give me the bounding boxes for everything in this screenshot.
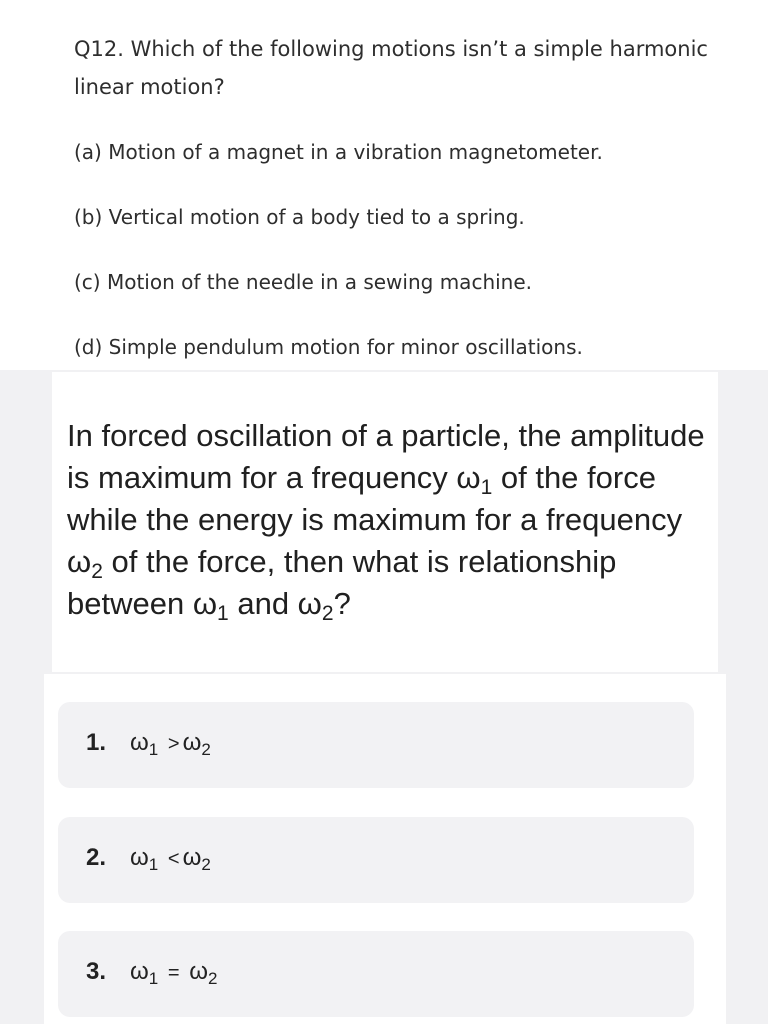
question-text: In forced oscillation of a particle, the amplitude is maximum for a frequency $\omega_1$ of the force while the energy is maximum for a frequency $\omega_2$ of the force, then what is relationship between $\omega_1$ and $\omega_2$?	[67, 418, 705, 625]
question-title: Q12. Which of the following motions isn’t a simple harmonic linear motion?	[74, 37, 708, 99]
answer-option-2[interactable]	[58, 817, 694, 903]
question-card-q12	[0, 0, 768, 370]
option-d[interactable]: (d) Simple pendulum motion for minor oscillations.	[74, 335, 583, 359]
option-number: 2.	[86, 844, 107, 871]
option-expression: $\omega_1 > \omega_2$	[130, 729, 211, 759]
option-number: 1.	[86, 729, 107, 756]
option-a[interactable]: (a) Motion of a magnet in a vibration magnetometer.	[74, 140, 603, 164]
option-expression: $\omega_1 < \omega_2$	[130, 844, 211, 874]
option-c[interactable]: (c) Motion of the needle in a sewing machine.	[74, 270, 533, 294]
answer-option-1[interactable]	[58, 702, 694, 788]
option-number: 3.	[86, 958, 107, 985]
answer-option-3[interactable]	[58, 931, 694, 1017]
option-b[interactable]: (b) Vertical motion of a body tied to a spring.	[74, 205, 525, 229]
option-expression: $\omega_1 = \omega_2$	[130, 958, 218, 988]
